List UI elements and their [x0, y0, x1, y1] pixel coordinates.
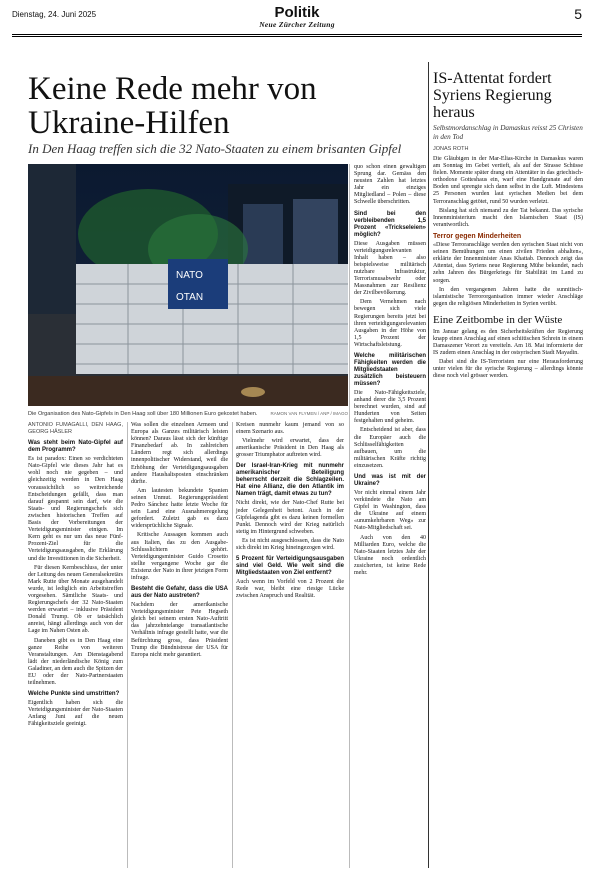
sidebar-lead: Selbstmordanschlag in Damaskus reisst 25 Christen in den Tod [433, 124, 583, 141]
paragraph: Was sollen die einzelnen Armeen und Europa als Ganzes militärisch leisten können? Daraus lässt sich der künftige Finanzbedarf ab. In zahlreichen Ländern regt sich allerdings innenpolitischer Widerstand, weil die Erhöhung der Verteidigungsausgaben andere Haushaltsposten einschränken dürfte. [131, 422, 228, 485]
article-column-3 [236, 422, 344, 602]
paragraph: Daneben gibt es in Den Haag eine ganze Reihe von weiteren Veranstaltungen. Am Dienstagabend lädt der niederländische König zum Galadiner, an dem auch die Spitzen der EU oder der Nato-Partnerstaaten teilnehmen. [28, 637, 123, 687]
article-photo [28, 164, 348, 406]
paragraph: Kreisen nunmehr kaum jemand von so einem Szenario aus. [236, 422, 344, 436]
paragraph: Eigentlich haben sich die Verteidigungsminister der Nato-Staaten Anfang Juni auf die neuen Fähigkeitsziele geeinigt. [28, 700, 123, 728]
paragraph: Es ist paradox: Einen so verdichteten Nato-Gipfel wie dieses Jahr hat es wohl noch nie gegeben – und gleichzeitig werden in Den Haag voraussichtlich so weitreichende Entscheidungen gefällt, dass man darauf gespannt sein darf, wie die Staats- und Regierungschefs sich zwischen historischen Treffen auf Basis der Vorbereitungen der Verteidigungsminister einigen. Im Kern geht es nur um das neue Fünf-Prozent-Ziel für die Verteidigungsausgaben, die Erklärung und die Investitionen in die Sicherheit. [28, 456, 123, 562]
sidebar-author: JONAS ROTH [433, 146, 469, 152]
photo-sign-otan: OTAN [176, 292, 204, 303]
paragraph: Auch von den 40 Milliarden Euro, welche die Nato-Staaten letztes Jahr der Ukraine noch ordentlich zusicherten, ist keine Rede mehr. [354, 534, 426, 577]
paragraph: Es ist nicht ausgeschlossen, dass die Nato sich direkt im Krieg hineingezogen wird. [236, 537, 344, 552]
subheading: Sind bei den verbleibenden 1,5 Prozent «Trickseleien» möglich? [354, 210, 426, 238]
article-column-4 [354, 164, 426, 579]
header-rule-thin [12, 36, 582, 37]
article-authors: ANTONIO FUMAGALLI, DEN HAAG, GEORG HÄSLER [28, 422, 123, 436]
paragraph: Für diesen Kernbeschluss, der unter der Leitung des neuen Generalsekretärs Mark Rutte über Monate ausgehandelt wurde, ist lediglich ein Arbeitstreffen vorgesehen. Sämtliche Staats- und Regierungschefs der 32 Nato-Staaten werden erwartet – inklusive Präsident Donald Trump. Ob er tatsächlich anreist, hängt allerdings auch von der Lage im Nahen Osten ab. [28, 564, 123, 635]
article-lead: In Den Haag treffen sich die 32 Nato-Staaten zu einem brisanten Gipfel [28, 141, 402, 156]
column-divider [127, 422, 128, 868]
paragraph: Die Gläubigen in der Mar-Elias-Kirche in Damaskus waren am Sonntag im Gebet vertieft, als auf der Strasse Schüsse fielen. Momente später drang ein Attentäter in das griechisch-orthodoxe Gotteshaus ein, warf eine Handgranate auf den Boden und sprengte sich dann selbst in die Luft. Mindestens 25 Personen wurden laut syrischen Medien bei dem Terroranschlag getötet, rund 50 wurden verletzt. [433, 156, 583, 205]
sidebar-divider [428, 62, 429, 868]
paragraph: Auch wenn im Vorfeld von 2 Prozent die Rede war, bleibt eine riesige Lücke zwischen Anspruch und Realität. [236, 579, 344, 600]
column-divider [232, 422, 233, 868]
paragraph: Die Nato-Fähigkeitsziele, anhand derer die 3,5 Prozent berechnet wurden, sind auf Hunderten von Seiten festgehalten und geheim. [354, 389, 426, 425]
paragraph: Kritische Aussagen kommen auch aus Italien, das zu den Ausgabe-Schlusslichtern gehört. Verteidigungsminister Guido Crosetto stellte vergangene Woche gar die Existenz der Nato in ihrer jetzigen Form infrage. [131, 532, 228, 581]
subheading: 5 Prozent für Verteidigungsausgaben sind viel Geld. Wie weit sind die Mitgliedstaaten von Ziel entfernt? [236, 556, 344, 577]
caption-text: Die Organisation des Nato-Gipfels in Den Haag soll über 180 Millionen Euro gekostet haben. [28, 411, 258, 417]
column-divider [349, 164, 350, 868]
sidebar-subheading-2: Eine Zeitbombe in der Wüste [433, 313, 563, 326]
paragraph: Diese Ausgaben müssen verteidigungsrelevanten Inhalt haben – also beispielsweise militärisch nutzbare Infrastruktur, Terrorismusabwehr oder Massnahmen zur Resilienz der Zivilbevölkerung. [354, 240, 426, 297]
paragraph: Vor nicht einmal einem Jahr verkündete die Nato am Gipfel in Washington, dass die Ukraine auf einem «unumkehrbaren Weg» zur Nato-Mitgliedschaft sei. [354, 490, 426, 532]
page-header [12, 6, 582, 28]
sidebar-subheading: Terror gegen Minderheiten [433, 232, 522, 240]
page-number: 5 [574, 6, 582, 22]
photo-caption [28, 411, 348, 417]
subheading: Was steht beim Nato-Gipfel auf dem Programm? [28, 440, 123, 454]
subheading: Welche militärischen Fähigkeiten werden die Mitgliedstaaten zusätzlich beisteuern müssen? [354, 352, 426, 387]
sidebar-body [433, 156, 583, 383]
article-headline: Keine Rede mehr von Ukraine-Hilfen [28, 71, 317, 141]
paragraph: Entscheidend ist aber, dass die Europäer auch die Schlüsselfähigkeiten aufbauen, um die militärischen Kräfte richtig einzusetzen. [354, 427, 426, 469]
paragraph: In den vergangenen Jahren hatte die sunnitisch-islamistische Terrororganisation immer wieder Anschläge gegen die religiösen Minderheiten in Syrien verübt. [433, 286, 583, 307]
issue-date: Dienstag, 24. Juni 2025 [12, 10, 97, 19]
paragraph: Nicht direkt, wie der Nato-Chef Rutte bei jeder Gelegenheit betont. Auch in der Gipfelagenda gibt es dazu keinen formellen Punkt. Dennoch wird der Krieg natürlich stetig im Hintergrund schweben. [236, 500, 344, 535]
paragraph: Vielmehr wird erwartet, dass der amerikanische Präsident in Den Haag als grosser Triumphator auftreten wird. [236, 438, 344, 459]
newspaper-name: Neue Zürcher Zeitung [259, 20, 335, 29]
subheading: Und was ist mit der Ukraine? [354, 474, 426, 487]
paragraph: quo schon einen gewaltigen Sprung dar. Gemäss den neusten Zahlen hat letztes Jahr ein einziges Mitgliedland – Polen – diese Schwelle überschritten. [354, 164, 426, 206]
article-column-1 [28, 422, 123, 731]
paragraph: «Diese Terroranschläge werden den syrischen Staat nicht von seinen Bemühungen um einen zivilen Frieden abhalten», erklärte der Innenminister Anas Khattab. Dennoch zeigt das Attentat, dass Syriens neue Regierung Mühe bekundet, nach zehn Jahren des Bürgerkriegs für Stabilität im Land zu sorgen. [433, 242, 583, 284]
paragraph: Dabei sind die IS-Terroristen nur eine Herausforderung unter vielen für die syrische Regierung – allerdings könnte diese noch viel grösser werden. [433, 359, 583, 380]
paragraph: Nachdem der amerikanische Verteidigungsminister Pete Hegseth gleich bei seinem ersten Nato-Auftritt das jahrzehntelange transatlantische Verhältnis infrage gestellt hatte, war die Befürchtung gross, dass Präsident Trump die Bündnistreue der USA für Europa nicht mehr garantiert. [131, 602, 228, 658]
section-title: Politik [274, 4, 320, 21]
paragraph: Am lautesten bekundete Spanien seinen Unmut. Regierungspräsident Pedro Sánchez hatte letzte Woche für sein Land eine Ausnahmeregelung gefordert. Zuletzt gab es dazu widersprüchliche Signale. [131, 487, 228, 530]
paragraph: Bislang hat sich niemand zu der Tat bekannt. Das syrische Innenministerium macht den Islamischen Staat (IS) verantwortlich. [433, 207, 583, 228]
paragraph: Dem Vernehmen nach bewegen sich viele Regierungen bereits jetzt bei ihren verteidigungsrelevanten Ausgaben in der Höhe von 1,5 Prozent der Wirtschaftsleistung. [354, 299, 426, 348]
sidebar-headline: IS-Attentat fordert Syriens Regierung heraus [433, 70, 552, 121]
subheading: Welche Punkte sind umstritten? [28, 691, 120, 698]
photo-illustration [28, 164, 348, 406]
subheading: Besteht die Gefahr, dass die USA aus der Nato austreten? [131, 586, 228, 600]
paragraph: Im Januar gelang es den Sicherheitskräften der Regierung knapp einen Anschlag auf einen schiitischen Schrein in einem Damaszener Vorort zu vereiteln. Am 18. Mai informierte der IS zudem einen Anschlag in der ostsyrischen Stadt Mayadin. [433, 328, 583, 357]
photo-sign-nato: NATO [176, 270, 203, 281]
header-rule [12, 34, 582, 35]
article-column-2 [131, 422, 228, 661]
subheading: Der Israel-Iran-Krieg mit nunmehr amerikanischer Beteiligung beherrscht derzeit die Schlagzeilen. Hat eine Allianz, die den Atlantik im Namen trägt, damit etwas zu tun? [236, 463, 344, 498]
photo-credit: RAMON VAN FLYMEN / ANP / IMAGO [270, 411, 348, 416]
